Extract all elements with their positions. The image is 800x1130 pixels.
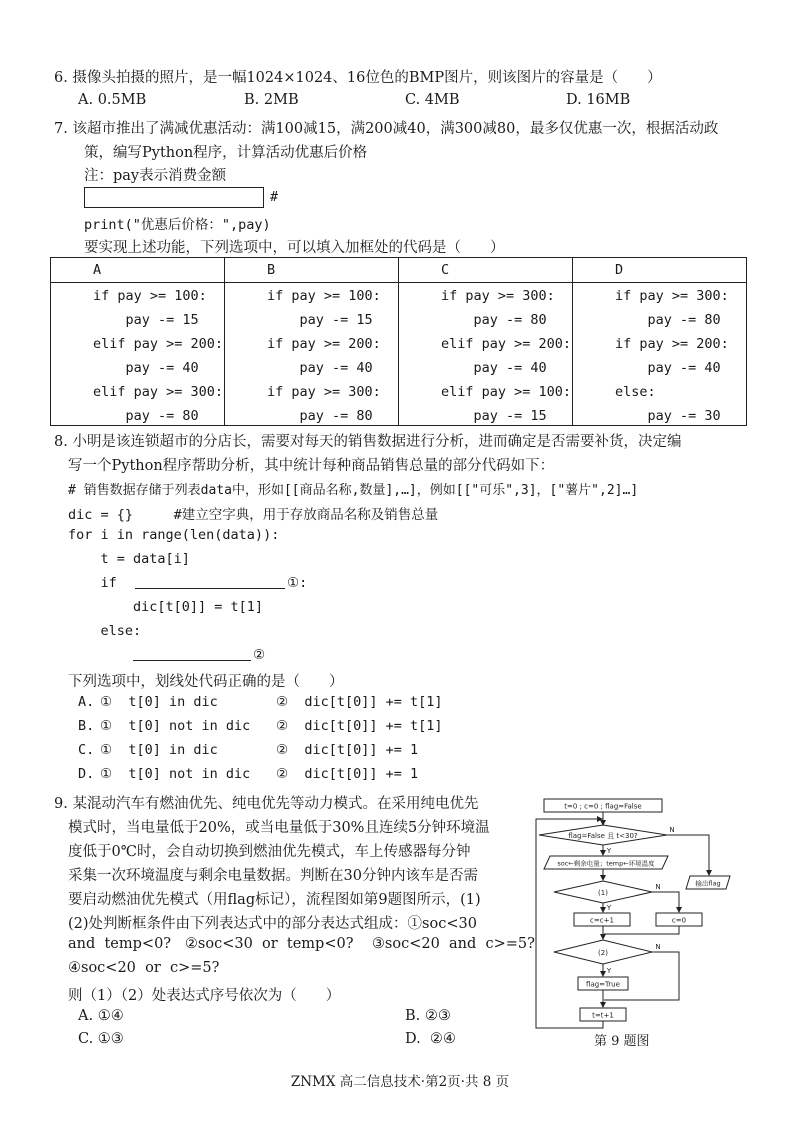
page-footer: ZNMX 高二信息技术·第2页·共 8 页 xyxy=(290,1074,510,1090)
q8-stem-line1: 8. 小明是该连锁超市的分店长，需要对每天的销售数据进行分析，进而确定是否需要补货，决定编 xyxy=(54,434,682,450)
q8-code-dic-assign: dic[t[0]] = t[1] xyxy=(68,599,264,615)
flow-n-label-3: N xyxy=(655,943,661,951)
q7-stem-line1: 7. 该超市推出了满减优惠活动：满100减15，满200减40，满300减80，最多仅优惠一次，根据活动政 xyxy=(54,121,719,137)
code-line: pay -= 15 xyxy=(441,408,547,424)
q8-code-dic: dic = {} #建立空字典，用于存放商品名称及销售总量 xyxy=(68,507,439,523)
q8-blank-1-marker: ①: xyxy=(287,575,308,591)
q8-option-d-label: D. xyxy=(78,766,95,782)
q7-stem-line2: 策，编写Python程序，计算活动优惠后价格 xyxy=(84,145,368,161)
q8-blank-2-marker: ② xyxy=(253,647,266,663)
q7-option-b-code xyxy=(225,283,399,426)
q6-stem: 6. 摄像头拍摄的照片，是一幅1024×1024、16位色的BMP图片，则该图片的容量是（ ） xyxy=(54,70,662,86)
q7-header-c: C xyxy=(399,258,573,283)
q7-header-a: A xyxy=(51,258,225,283)
q7-question: 要实现上述功能，下列选项中，可以填入加框处的代码是（ ） xyxy=(84,240,505,256)
q7-option-c-code xyxy=(399,283,573,426)
q8-option-c-label: C. xyxy=(78,742,95,758)
q9-option-a: A. ①④ xyxy=(78,1008,124,1024)
code-line: pay -= 80 xyxy=(267,408,373,424)
code-line: pay -= 40 xyxy=(267,360,373,376)
q8-code-if: if xyxy=(68,575,117,591)
flow-cond2-text: (2) xyxy=(598,949,608,957)
q7-option-d-code xyxy=(573,283,747,426)
q7-print-line: print("优惠后价格：",pay) xyxy=(84,217,271,233)
flow-y-label-3: Y xyxy=(606,967,612,975)
flow-n-label-1: N xyxy=(669,826,675,834)
q8-code-assign: t = data[i] xyxy=(68,551,190,567)
code-line: elif pay >= 200: xyxy=(441,336,572,352)
q9-line-3: 度低于0℃时，会自动切换到燃油优先模式，车上传感器每分钟 xyxy=(68,844,471,860)
flow-inc-c-text: c=c+1 xyxy=(590,916,614,925)
q7-hash: # xyxy=(270,189,279,205)
q9-option-d: D. ②④ xyxy=(405,1031,456,1047)
q7-header-d: D xyxy=(573,258,747,283)
q9-line-8: ④soc<20 or c>=5? xyxy=(68,960,220,976)
flow-inc-t-text: t=t+1 xyxy=(592,1011,614,1020)
flow-reset-c-text: c=0 xyxy=(671,916,687,925)
flow-y-label-2: Y xyxy=(606,904,612,912)
q9-figure-caption: 第 9 题图 xyxy=(594,1034,650,1049)
code-line: if pay >= 300: xyxy=(267,384,381,400)
code-line: pay -= 40 xyxy=(93,360,199,376)
q8-question: 下列选项中，划线处代码正确的是（ ） xyxy=(68,674,344,690)
code-line: pay -= 80 xyxy=(615,312,721,328)
q9-flowchart xyxy=(532,795,742,1050)
flow-y-label-1: Y xyxy=(606,847,612,855)
q8-option-a-label: A. xyxy=(78,694,95,710)
q8-option-a-part2: ② dic[t[0]] += t[1] xyxy=(276,694,443,710)
q8-code-else: else: xyxy=(68,623,142,639)
q9-option-b: B. ②③ xyxy=(405,1008,451,1024)
flow-cond1-text: (1) xyxy=(598,889,608,897)
q7-options-table xyxy=(50,257,747,426)
code-line: pay -= 80 xyxy=(441,312,547,328)
q8-stem-line2: 写一个Python程序帮助分析，其中统计每种商品销售总量的部分代码如下： xyxy=(68,458,555,474)
code-line: if pay >= 300: xyxy=(441,288,555,304)
code-line: pay -= 15 xyxy=(267,312,373,328)
q9-line-1: 9. 某混动汽车有燃油优先、纯电优先等动力模式。在采用纯电优先 xyxy=(54,796,479,812)
q9-line-2: 模式时，当电量低于20%，或当电量低于30%且连续5分钟环境温 xyxy=(68,820,490,836)
q8-option-b-part2: ② dic[t[0]] += t[1] xyxy=(276,718,443,734)
q6-option-d: D. 16MB xyxy=(566,92,631,108)
q7-header-b: B xyxy=(225,258,399,283)
code-line: else: xyxy=(615,384,656,400)
q8-blank-1 xyxy=(135,574,285,589)
flow-loop-text: flag=False 且 t<30? xyxy=(568,832,638,840)
q8-code-comment: # 销售数据存储于列表data中，形如[[商品名称,数量],…]，例如[["可乐",3]，["薯片",2]…] xyxy=(68,483,639,498)
code-line: pay -= 40 xyxy=(441,360,547,376)
q6-option-c: C. 4MB xyxy=(405,92,460,108)
q8-option-c-part2: ② dic[t[0]] += 1 xyxy=(276,742,419,758)
q9-option-c: C. ①③ xyxy=(78,1031,124,1047)
q6-option-a: A. 0.5MB xyxy=(78,92,147,108)
q8-option-a-part1: ① t[0] in dic xyxy=(100,694,218,710)
code-line: pay -= 40 xyxy=(615,360,721,376)
q7-note: 注：pay表示消费金额 xyxy=(84,168,227,184)
code-line: if pay >= 300: xyxy=(615,288,729,304)
q9-line-5: 要启动燃油优先模式（用flag标记），流程图如第9题图所示，(1) xyxy=(68,892,481,908)
q8-option-b-part1: ① t[0] not in dic xyxy=(100,718,251,734)
flow-n-label-2: N xyxy=(655,883,661,891)
flow-output-text: 输出flag xyxy=(695,879,721,888)
code-line: if pay >= 100: xyxy=(93,288,207,304)
q6-option-b: B. 2MB xyxy=(244,92,299,108)
code-line: pay -= 15 xyxy=(93,312,199,328)
code-line: elif pay >= 200: xyxy=(93,336,224,352)
q9-line-9: 则（1）（2）处表达式序号依次为（ ） xyxy=(68,988,341,1004)
q8-option-d-part1: ① t[0] not in dic xyxy=(100,766,251,782)
q8-option-d-part2: ② dic[t[0]] += 1 xyxy=(276,766,419,782)
code-line: pay -= 80 xyxy=(93,408,199,424)
q7-option-a-code xyxy=(51,283,225,426)
q8-option-c-part1: ① t[0] in dic xyxy=(100,742,218,758)
q8-code-for: for i in range(len(data)): xyxy=(68,527,280,543)
code-line: pay -= 30 xyxy=(615,408,721,424)
q7-code-box xyxy=(84,187,264,208)
flow-init-text: t=0 ; c=0 ; flag=False xyxy=(564,802,642,811)
q8-option-b-label: B. xyxy=(78,718,95,734)
code-line: if pay >= 200: xyxy=(267,336,381,352)
flow-set-flag-text: flag=True xyxy=(586,980,620,989)
flow-assign-text: soc←剩余电量；temp←环境温度 xyxy=(557,859,655,868)
code-line: elif pay >= 300: xyxy=(93,384,224,400)
q8-blank-2 xyxy=(133,646,251,661)
q9-line-6: (2)处判断框条件由下列表达式中的部分表达式组成：①soc<30 xyxy=(68,916,477,932)
code-line: if pay >= 200: xyxy=(615,336,729,352)
q9-line-7: and temp<0? ②soc<30 or temp<0? ③soc<20 and c>=5? xyxy=(68,936,535,952)
code-line: if pay >= 100: xyxy=(267,288,381,304)
q9-line-4: 采集一次环境温度与剩余电量数据。判断在30分钟内该车是否需 xyxy=(68,868,478,884)
code-line: elif pay >= 100: xyxy=(441,384,572,400)
